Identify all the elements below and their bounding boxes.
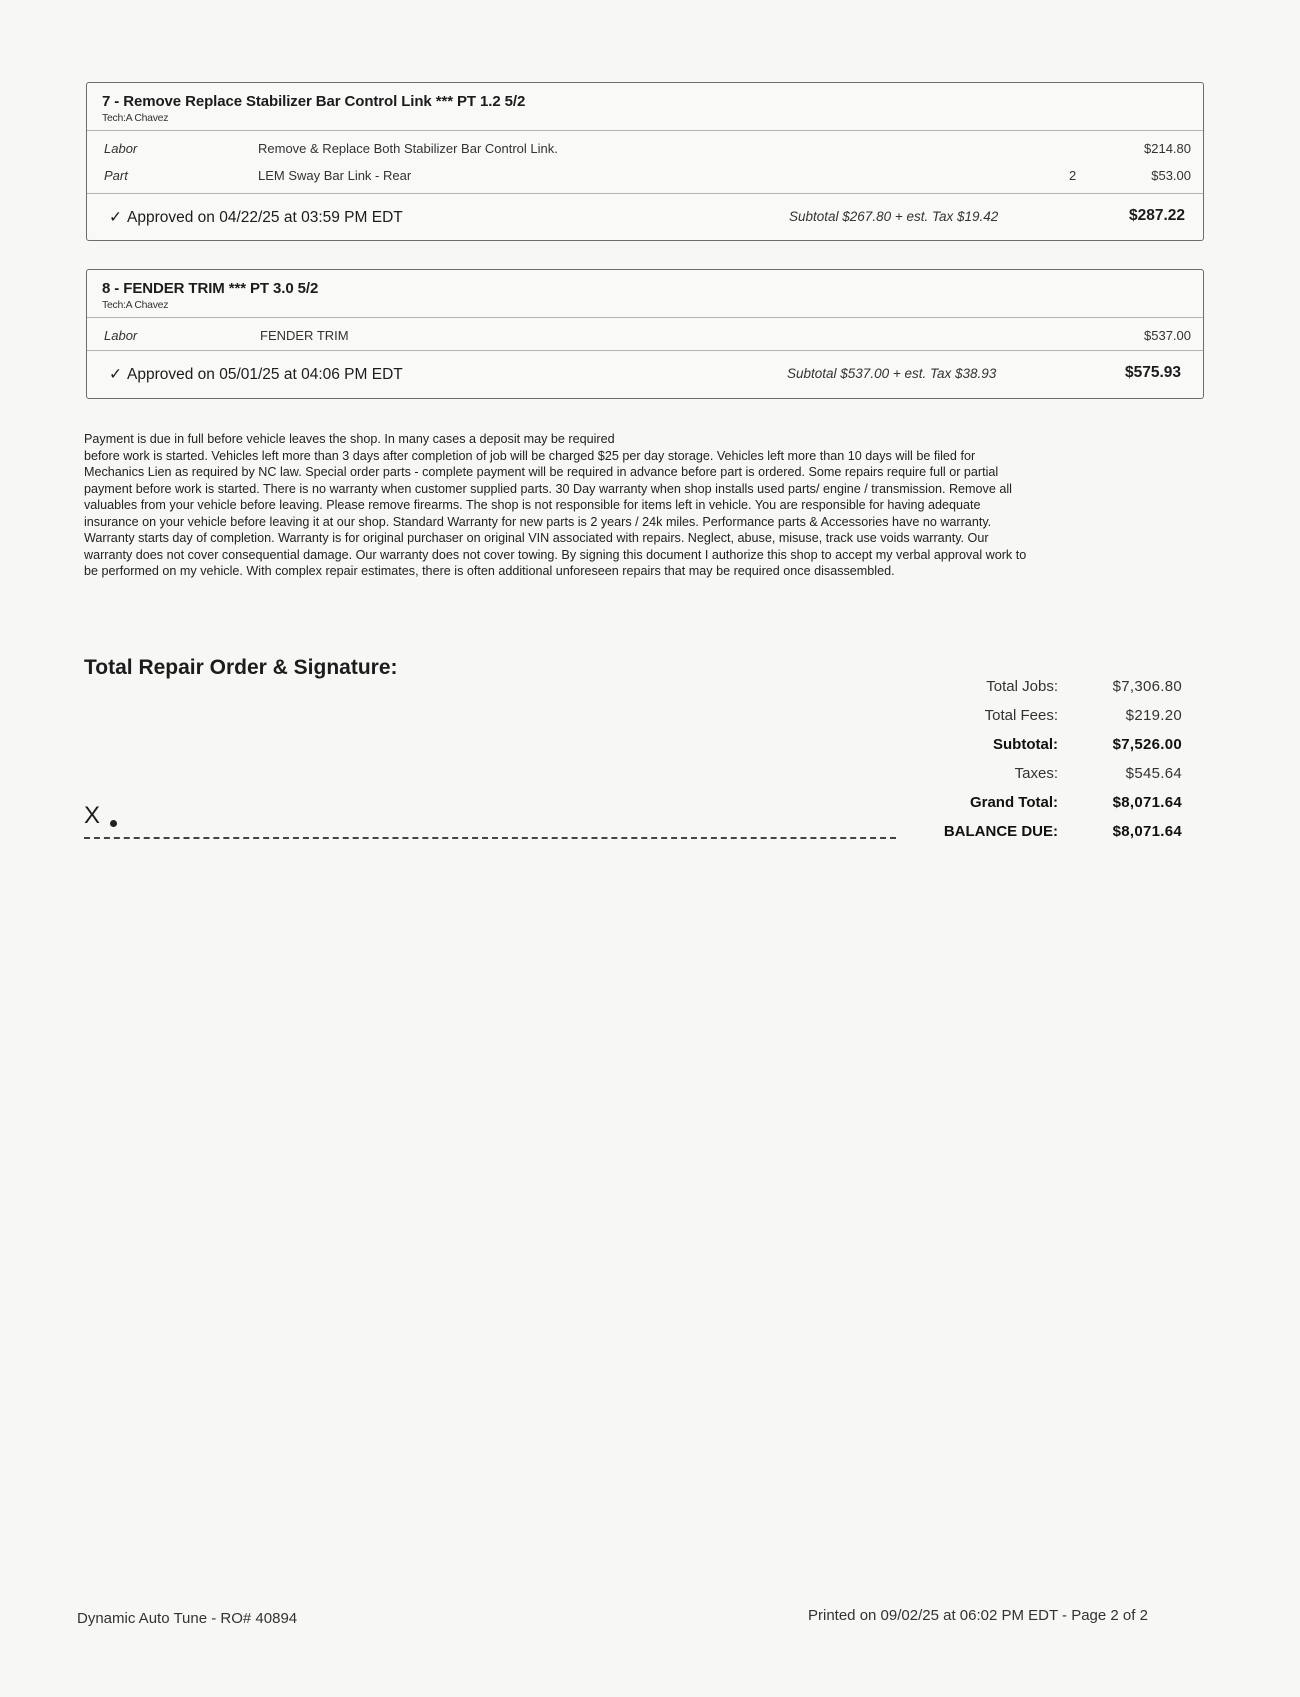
line-description: Remove & Replace Both Stabilizer Bar Control Link. xyxy=(258,141,558,156)
approval-text: Approved on 05/01/25 at 04:06 PM EDT xyxy=(127,366,403,383)
footer-shop-ro: Dynamic Auto Tune - RO# 40894 xyxy=(77,1610,298,1627)
terms-line: before work is started. Vehicles left more than 3 days after completion of job will be charged $25 per day storage. Vehicles left more than 10 days will be filed for xyxy=(84,448,976,463)
totals-label: Taxes: xyxy=(1014,765,1058,782)
terms-line: payment before work is started. There is no warranty when customer supplied parts. 30 Day warranty when shop installs used parts/ engine / transmission. Remove all xyxy=(84,481,1012,496)
job-header xyxy=(87,83,1203,131)
totals-label: Total Jobs: xyxy=(986,678,1058,695)
job-total: $287.22 xyxy=(1128,207,1185,224)
totals-row-balance-due xyxy=(880,823,1192,852)
job-line-labor xyxy=(87,320,1203,347)
checkmark-icon: ✓ xyxy=(109,209,122,226)
line-description: FENDER TRIM xyxy=(260,328,349,343)
terms-and-conditions xyxy=(84,431,1206,580)
approval-status xyxy=(109,365,403,384)
line-amount: $53.00 xyxy=(1151,168,1191,183)
terms-line: Payment is due in full before vehicle leaves the shop. In many cases a deposit may be required xyxy=(84,432,615,446)
job-line-part xyxy=(87,160,1203,187)
totals-row-grand-total xyxy=(880,794,1192,823)
job-footer xyxy=(87,350,1203,398)
line-qty: 2 xyxy=(1069,168,1077,183)
footer-printed-page: Printed on 09/02/25 at 06:02 PM EDT - Page 2 of 2 xyxy=(808,1607,1148,1624)
job-card-7 xyxy=(86,82,1204,241)
totals-row-total-fees xyxy=(880,707,1192,736)
line-amount: $537.00 xyxy=(1144,328,1191,343)
job-line-labor xyxy=(87,133,1203,160)
terms-line: be performed on my vehicle. With complex repair estimates, there is often additional unforeseen repairs that may be required once disassembled. xyxy=(84,564,895,578)
job-subtotal: Subtotal $537.00 + est. Tax $38.93 xyxy=(787,366,997,381)
line-description: LEM Sway Bar Link - Rear xyxy=(258,168,412,183)
terms-line: warranty does not cover consequential damage. Our warranty does not cover towing. By signing this document I authorize this shop to accept my verbal approval work to xyxy=(84,547,1027,562)
terms-line: Mechanics Lien as required by NC law. Special order parts - complete payment will be required in advance before part is ordered. Some repairs require full or partial xyxy=(84,465,999,479)
terms-line: Warranty starts day of completion. Warranty is for original purchaser on original VIN associated with repairs. Neglect, abuse, misuse, track use voids warranty. Our xyxy=(84,531,989,545)
line-type: Labor xyxy=(104,141,138,156)
approval-status xyxy=(109,208,403,227)
terms-line: insurance on your vehicle before leaving it at our shop. Standard Warranty for new parts is 2 years / 24k miles. Performance parts & Accessories have no warranty. xyxy=(84,514,992,529)
signature-section-title: Total Repair Order & Signature: xyxy=(84,656,398,679)
totals-value: $8,071.64 xyxy=(1112,823,1182,840)
job-tech: Tech:A Chavez xyxy=(102,299,169,311)
signature-x-mark: X xyxy=(84,802,101,829)
totals-label: BALANCE DUE: xyxy=(943,823,1058,840)
checkmark-icon: ✓ xyxy=(109,366,122,383)
totals-value: $545.64 xyxy=(1125,765,1182,782)
job-footer xyxy=(87,193,1203,240)
job-title: 8 - FENDER TRIM *** PT 3.0 5/2 xyxy=(102,280,319,297)
approval-text: Approved on 04/22/25 at 03:59 PM EDT xyxy=(127,209,403,226)
job-tech: Tech:A Chavez xyxy=(102,112,169,124)
totals-summary xyxy=(880,678,1192,852)
signature-line[interactable] xyxy=(84,837,896,839)
totals-value: $8,071.64 xyxy=(1112,794,1182,811)
job-subtotal: Subtotal $267.80 + est. Tax $19.42 xyxy=(789,209,999,224)
terms-line: valuables from your vehicle before leaving. Please remove firearms. The shop is not responsible for items left in vehicle. You are responsible for having adequate xyxy=(84,498,981,512)
totals-label: Total Fees: xyxy=(984,707,1058,724)
job-title: 7 - Remove Replace Stabilizer Bar Control Link *** PT 1.2 5/2 xyxy=(102,93,526,110)
line-amount: $214.80 xyxy=(1144,141,1191,156)
totals-row-taxes xyxy=(880,765,1192,794)
totals-label: Grand Total: xyxy=(969,794,1058,811)
totals-value: $7,526.00 xyxy=(1112,736,1182,753)
job-card-8 xyxy=(86,269,1204,399)
job-header xyxy=(87,270,1203,318)
totals-value: $219.20 xyxy=(1125,707,1182,724)
totals-value: $7,306.80 xyxy=(1112,678,1182,695)
signature-dot xyxy=(110,820,117,827)
line-type: Labor xyxy=(104,328,138,343)
totals-row-subtotal xyxy=(880,736,1192,765)
line-type: Part xyxy=(104,168,128,183)
totals-label: Subtotal: xyxy=(993,736,1058,753)
totals-row-total-jobs xyxy=(880,678,1192,707)
job-total: $575.93 xyxy=(1124,364,1181,381)
